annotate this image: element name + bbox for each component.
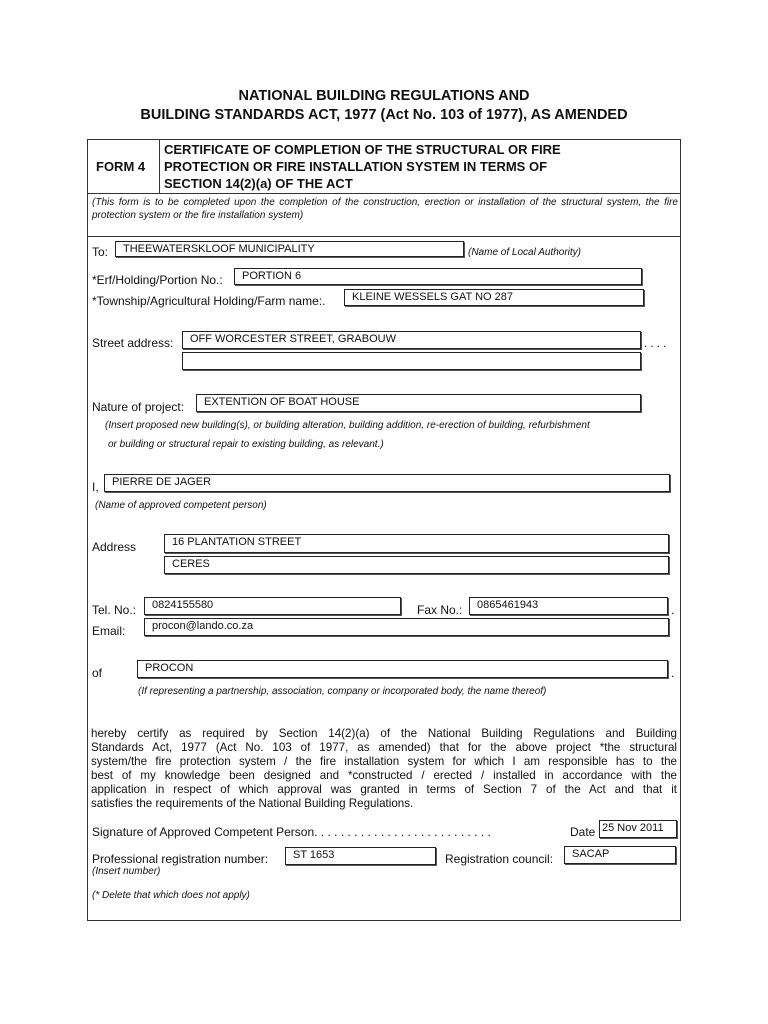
erf-field[interactable]: PORTION 6	[234, 268, 642, 285]
council-label: Registration council:	[445, 852, 554, 866]
header-divider	[87, 193, 681, 194]
registration-number-field[interactable]: ST 1653	[285, 847, 436, 865]
of-label: of	[92, 666, 103, 680]
project-hint-1: (Insert proposed new building(s), or building alteration, building addition, re-erection of building, refurbishment	[105, 420, 590, 431]
certification-line: application in respect of which approval was granted in terms of Section 7 of the Act and that it	[91, 783, 677, 796]
local-authority-hint: (Name of Local Authority)	[468, 247, 582, 258]
form-number: FORM 4	[96, 159, 146, 174]
local-authority-field[interactable]: THEEWATERSKLOOF MUNICIPALITY	[115, 241, 464, 257]
street-field-1[interactable]: OFF WORCESTER STREET, GRABOUW	[182, 331, 641, 349]
tel-label: Tel. No.:	[92, 603, 137, 617]
erf-label: *Erf/Holding/Portion No.:	[92, 273, 223, 287]
form-number-divider	[159, 139, 160, 193]
registration-council-field[interactable]: SACAP	[564, 846, 676, 864]
certification-line: system/the fire protection system / the fire installation system for which I am responsible has to the	[91, 755, 677, 768]
address-field-2[interactable]: CERES	[164, 556, 669, 574]
insert-number-note: (Insert number)	[92, 866, 161, 877]
project-field[interactable]: EXTENTION OF BOAT HOUSE	[196, 394, 641, 412]
person-hint: (Name of approved competent person)	[95, 500, 267, 511]
email-field[interactable]: procon@lando.co.za	[144, 618, 669, 636]
township-label: *Township/Agricultural Holding/Farm name:.	[92, 294, 326, 308]
tel-field[interactable]: 0824155580	[144, 597, 401, 615]
certification-line: hereby certify as required by Section 14(2)(a) of the National Building Regulations and Building	[91, 727, 677, 740]
registration-label: Professional registration number:	[92, 852, 269, 866]
company-field[interactable]: PROCON	[137, 660, 668, 678]
fax-label: Fax No.:	[417, 603, 463, 617]
company-dot: .	[671, 666, 675, 680]
person-label: I,	[92, 480, 99, 494]
certification-line: best of my knowledge been designed and *constructed / erected / installed in accordance with the	[91, 769, 677, 782]
street-dots: ....	[644, 336, 670, 350]
email-label: Email:	[92, 624, 126, 638]
form-title-line: SECTION 14(2)(a) OF THE ACT	[164, 176, 353, 191]
address-field-1[interactable]: 16 PLANTATION STREET	[164, 534, 669, 553]
date-field[interactable]: 25 Nov 2011	[599, 820, 677, 838]
project-hint-2: or building or structural repair to existing building, as relevant.)	[108, 439, 384, 450]
certification-line: satisfies the requirements of the National Building Regulations.	[91, 797, 414, 810]
to-label: To:	[92, 245, 109, 259]
delete-note: (* Delete that which does not apply)	[92, 890, 250, 901]
fax-field[interactable]: 0865461943	[469, 597, 668, 615]
header-line-1: NATIONAL BUILDING REGULATIONS AND	[238, 88, 530, 104]
date-label: Date	[570, 825, 596, 839]
competent-person-field[interactable]: PIERRE DE JAGER	[104, 474, 670, 492]
form-instruction: (This form is to be completed upon the completion of the construction, erection or installation of the structural system, the fire protection system or the fire installation system)	[92, 197, 678, 221]
address-label: Address	[92, 540, 137, 554]
street-field-2[interactable]	[182, 352, 641, 370]
header-line-2: BUILDING STANDARDS ACT, 1977 (Act No. 103 of 1977), AS AMENDED	[140, 107, 628, 123]
company-hint: (If representing a partnership, association, company or incorporated body, the name thereof)	[138, 686, 547, 697]
certification-line: Standards Act, 1977 (Act No. 103 of 1977, as amended) that for the above project *the structural	[91, 741, 677, 754]
project-label: Nature of project:	[92, 400, 185, 414]
form-title	[164, 141, 561, 192]
instruction-divider	[87, 236, 681, 237]
form-title-line: PROTECTION OR FIRE INSTALLATION SYSTEM IN TERMS OF	[164, 159, 548, 174]
signature-label: Signature of Approved Competent Person. . . . . . . . . . . . . . . . . . . . . . . . . . .	[92, 825, 491, 839]
form-title-line: CERTIFICATE OF COMPLETION OF THE STRUCTURAL OR FIRE	[164, 142, 561, 157]
fax-dot: .	[671, 603, 675, 617]
certification-text	[91, 727, 677, 811]
township-field[interactable]: KLEINE WESSELS GAT NO 287	[344, 289, 644, 306]
street-label: Street address:	[92, 336, 174, 350]
